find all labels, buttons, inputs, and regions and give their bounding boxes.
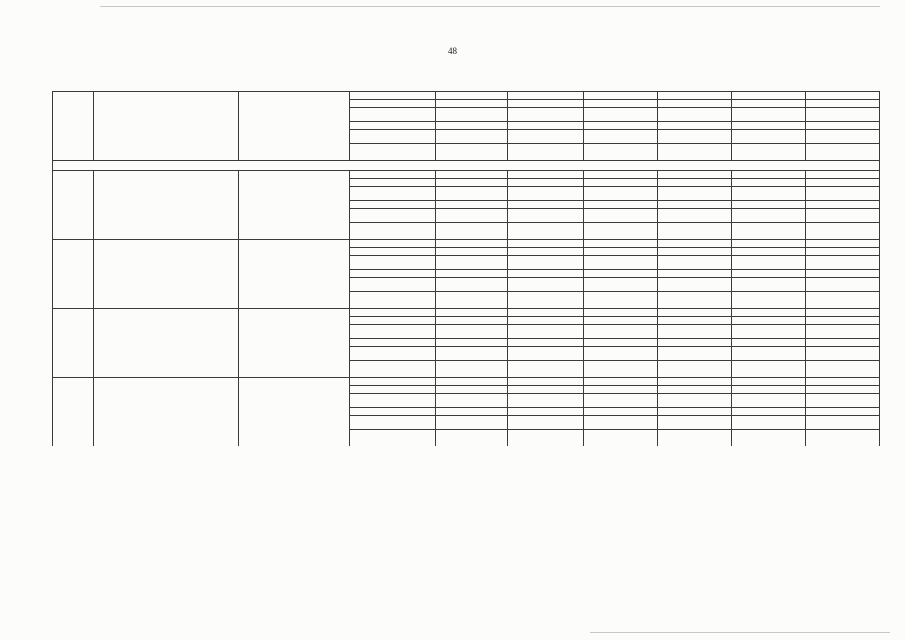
row-rule xyxy=(349,247,879,248)
row-rule xyxy=(52,308,879,309)
column-rule xyxy=(805,91,806,160)
row-rule xyxy=(349,222,879,223)
column-rule xyxy=(507,91,508,160)
row-rule xyxy=(349,129,879,130)
row-rule xyxy=(349,385,879,386)
column-rule xyxy=(435,91,436,160)
row-rule xyxy=(349,178,879,179)
row-rule xyxy=(349,99,879,100)
column-rule xyxy=(583,91,584,160)
column-rule xyxy=(349,91,350,160)
column-rule xyxy=(93,91,94,160)
column-rule xyxy=(52,91,53,446)
column-rule xyxy=(731,170,732,446)
scan-edge-bottom xyxy=(590,632,890,633)
row-rule xyxy=(52,239,879,240)
row-rule xyxy=(349,393,879,394)
column-rule xyxy=(349,170,350,446)
row-rule xyxy=(349,277,879,278)
row-rule xyxy=(349,360,879,361)
row-rule xyxy=(52,377,879,378)
row-rule xyxy=(349,143,879,144)
column-rule xyxy=(238,170,239,446)
row-rule xyxy=(349,208,879,209)
column-rule xyxy=(435,170,436,446)
column-rule xyxy=(731,91,732,160)
row-rule xyxy=(349,121,879,122)
row-rule xyxy=(52,91,879,92)
row-rule xyxy=(349,415,879,416)
row-rule xyxy=(52,160,879,161)
row-rule xyxy=(349,186,879,187)
scan-edge-top xyxy=(100,6,880,7)
row-rule xyxy=(349,269,879,270)
column-rule xyxy=(583,170,584,446)
row-rule xyxy=(349,324,879,325)
row-rule xyxy=(349,291,879,292)
column-rule xyxy=(657,170,658,446)
row-rule xyxy=(349,255,879,256)
row-rule xyxy=(349,107,879,108)
row-rule xyxy=(349,429,879,430)
row-rule xyxy=(349,407,879,408)
column-rule xyxy=(805,170,806,446)
column-rule xyxy=(507,170,508,446)
page-number: 48 xyxy=(448,46,457,56)
column-rule xyxy=(657,91,658,160)
row-rule xyxy=(349,346,879,347)
row-rule xyxy=(52,170,879,171)
row-rule xyxy=(349,200,879,201)
column-rule xyxy=(93,170,94,446)
column-rule xyxy=(879,91,880,446)
row-rule xyxy=(349,338,879,339)
column-rule xyxy=(238,91,239,160)
row-rule xyxy=(349,316,879,317)
